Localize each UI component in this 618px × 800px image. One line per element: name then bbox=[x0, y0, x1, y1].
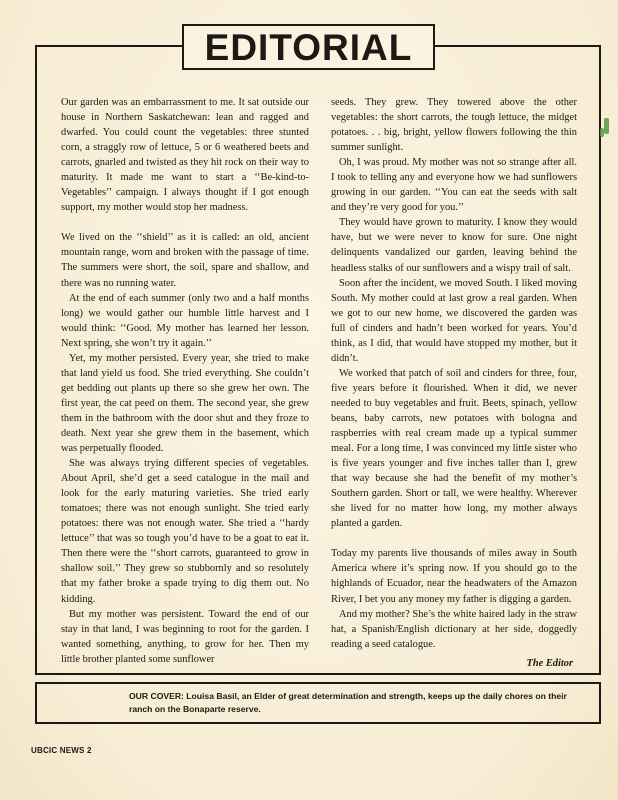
paragraph: She was always trying different species of vegetables. About April, she’d get a seed catalogue in the mail and look for the early maturing varieties. She tried early tomatoes; there was not enough sunlight. She tried early potatoes: there was not enough water. She tried a ‘‘hardy lettuce’’ that was so tough you’d have to be a goat to eat it. Then there were the ‘‘short carrots, guaranteed to grow in shallow soil.’’ They grew so stubbornly and so resolutely that my father broke a spade trying to dig them out. No kidding. bbox=[61, 458, 309, 605]
cover-caption: OUR COVER: Louisa Basil, an Elder of great determination and strength, keeps up the daily chores on their ranch on the Bonaparte reserve. bbox=[129, 691, 567, 714]
paragraph: They would have grown to maturity. I know they would have, but we were never to know for sure. One night delinquents vandalized our garden, leaving behind the headless stalks of our sunflowers and a wispy trail of salt. bbox=[331, 217, 577, 274]
paragraph: But my mother was persistent. Toward the end of our stay in that land, I was beginning to root for the garden. I wanted something, anything, to grow for her. Then my little brother planted some sunflower bbox=[61, 608, 309, 665]
page-title: EDITORIAL bbox=[204, 26, 413, 68]
article-column-left bbox=[61, 95, 309, 667]
paragraph: Soon after the incident, we moved South. I liked moving South. My mother could at last grow a real garden. When we got to our new home, we discovered the garden was full of cinders and hadn’t been worked for years. You’d think, as I did, that would have stopped my mother, but it didn’t. bbox=[331, 277, 577, 364]
editor-signature: The Editor bbox=[526, 657, 573, 669]
green-ink-mark bbox=[600, 128, 604, 137]
paragraph: We lived on the ‘‘shield’’ as it is called: an old, ancient mountain range, worn and broken with the passage of time. The summers were short, the soil, spare and shallow, and there was no running water. bbox=[61, 232, 309, 289]
paragraph: Oh, I was proud. My mother was not so strange after all. I took to telling any and everyone how we had sunflowers growing in our garden. ‘‘You can eat the seeds with salt and they’re very good for you.’’ bbox=[331, 157, 577, 214]
paragraph: Our garden was an embarrassment to me. It sat outside our house in Northern Saskatchewan: lean and ragged and dwarfed. You could count the vegetables: three stunted corn, a straggly row of lettuce, 5 or 6 weathered beets and carrots, gnarled and twisted as they hit rock on their way to maturity. It made me want to start a ‘‘Be-kind-to-Vegetables’’ campaign. I always thought if I got enough support, my mother would stop her madness. bbox=[61, 97, 309, 214]
paragraph: Yet, my mother persisted. Every year, she tried to make that land yield us food. She tried everything. She couldn’t get bedding out plants up there so she grew her own. The first year, the cat peed on them. The second year, she grew them in the bathroom with the door shut and they froze to death. Next year she grew them in the basement, which was perpetually flooded. bbox=[61, 352, 309, 455]
paragraph: At the end of each summer (only two and a half months long) we would gather our humble little harvest and I would think: ‘‘Good. My mother has learned her lesson. Next spring, she won’t try it again.’’ bbox=[61, 292, 309, 349]
paragraph: Today my parents live thousands of miles away in South America where it’s spring now. If you should go to the highlands of Ecuador, near the headwaters of the Amazon River, I bet you any money my father is digging a garden. bbox=[331, 548, 577, 605]
green-ink-mark bbox=[604, 118, 609, 134]
title-box bbox=[182, 24, 435, 70]
article-column-right bbox=[331, 95, 577, 671]
paragraph: And my mother? She’s the white haired lady in the straw hat, a Spanish/English dictionary at her side, doggedly reading a seed catalogue. bbox=[331, 608, 577, 650]
page-footer: UBCIC NEWS 2 bbox=[31, 746, 92, 755]
paragraph: We worked that patch of soil and cinders for three, four, five years before it flourished. When it did, we never needed to buy vegetables and fruit. Beets, spinach, yellow beans, baby carrots, new potatoes with bologna and raspberries with real cream made up a typical summer meal. For a long time, I was convinced my little sister who is five years younger and five inches taller than I, grew that way because she had the benefit of my mother’s Southern garden. Short or tall, we were healthy. Wherever she lived for no matter how long, my mother always planted a garden. bbox=[331, 367, 577, 530]
paragraph: seeds. They grew. They towered above the other vegetables: the short carrots, the tough lettuce, the midget potatoes. . . big, bright, yellow flowers following the thin summer sunlight. bbox=[331, 97, 577, 154]
cover-caption-box bbox=[35, 682, 601, 724]
